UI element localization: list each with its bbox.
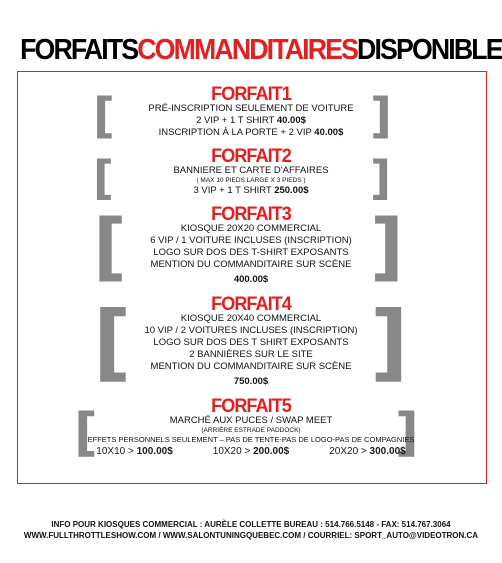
- right-bracket-icon: ]: [370, 293, 409, 391]
- price-options: [0, 445, 502, 459]
- right-bracket-icon: ]: [370, 204, 404, 290]
- package-line: BANNIERE ET CARTE D'AFFAIRES: [173, 165, 329, 176]
- price: 40.00$: [276, 115, 306, 126]
- left-bracket-icon: [: [93, 88, 115, 144]
- package-line: PRÉ-INSCRIPTION SEULEMENT DE VOITURE: [148, 103, 354, 114]
- package-title: FORFAIT2: [211, 146, 291, 167]
- price: 250.00$: [274, 185, 309, 196]
- title-part-forfaits: FORFAITS: [20, 34, 138, 66]
- package-line: MENTION DU COMMANDITAIRE SUR SCÈNE: [150, 259, 352, 270]
- footer-contact-line: INFO POUR KIOSQUES COMMERCIAL : AURÈLE COLLETTE BUREAU : 514.766.5148 - FAX: 514.767.3064: [51, 520, 451, 529]
- package-line: KIOSQUE 20X20 COMMERCIAL: [180, 223, 322, 234]
- package-price-line: INSCRIPTION À LA PORTE + 2 VIP 40.00$: [158, 127, 344, 138]
- package-title: FORFAIT3: [211, 204, 291, 225]
- package-line: KIOSQUE 20X40 COMMERCIAL: [180, 313, 322, 324]
- left-bracket-icon: [: [93, 151, 115, 205]
- package-4: [0, 293, 502, 391]
- package-price: 750.00$: [233, 376, 269, 387]
- right-bracket-icon: ]: [395, 403, 419, 463]
- package-line: LOGO SUR DOS DES T SHIRT EXPOSANTS: [153, 337, 349, 348]
- footer-links-line: WWW.FULLTHROTTLESHOW.COM / WWW.SALONTUNINGQUEBEC.COM / COURRIEL: SPORT_AUTO@VIDEOTRON.CA: [23, 531, 479, 540]
- left-bracket-icon: [: [93, 293, 132, 391]
- package-title: FORFAIT4: [211, 294, 291, 315]
- left-bracket-icon: [: [74, 403, 98, 463]
- footer: [0, 519, 502, 541]
- package-1: [0, 84, 502, 144]
- package-price: 400.00$: [233, 274, 269, 285]
- package-title: FORFAIT5: [211, 396, 291, 417]
- package-note: (ARRIÈRE ESTRADE PADDOCK): [201, 427, 301, 434]
- package-5: [0, 396, 502, 463]
- title-part-commanditaires: COMMANDITAIRES: [137, 34, 358, 66]
- package-3: [0, 204, 502, 290]
- left-bracket-icon: [: [93, 204, 127, 290]
- package-2: [0, 148, 502, 197]
- package-line: 2 BANNIÈRES SUR LE SITE: [189, 349, 313, 360]
- package-price-line: 3 VIP + 1 T SHIRT 250.00$: [193, 185, 309, 196]
- package-note: EFFETS PERSONNELS SEULEMENT – PAS DE TENTE-PAS DE LOGO-PAS DE COMPAGNIES: [87, 435, 415, 444]
- price-option: 10X20 > 200.00$: [212, 446, 290, 457]
- package-price-line: 2 VIP + 1 T SHIRT 40.00$: [196, 115, 306, 126]
- package-note: ( MAX 10 PIEDS LARGE X 3 PIEDS ): [196, 177, 306, 184]
- package-title: FORFAIT1: [211, 84, 291, 105]
- price-option: 10X10 > 100.00$: [96, 446, 173, 457]
- package-line: LOGO SUR DOS DES T-SHIRT EXPOSANTS: [153, 247, 349, 258]
- package-line: 10 VIP / 2 VOITURES INCLUSES (INSCRIPTION): [144, 325, 358, 336]
- package-line: MARCHÉ AUX PUCES / SWAP MEET: [169, 415, 333, 426]
- page-title: [20, 34, 502, 66]
- package-line: MENTION DU COMMANDITAIRE SUR SCÈNE: [150, 361, 352, 372]
- price: 40.00$: [314, 127, 344, 138]
- right-bracket-icon: ]: [370, 88, 392, 144]
- price-option: 20X20 > 300.00$: [329, 446, 406, 457]
- package-line: 6 VIP / 1 VOITURE INCLUSES (INSCRIPTION): [150, 235, 352, 246]
- title-part-disponible: DISPONIBLE: [357, 34, 502, 66]
- right-bracket-icon: ]: [370, 151, 392, 205]
